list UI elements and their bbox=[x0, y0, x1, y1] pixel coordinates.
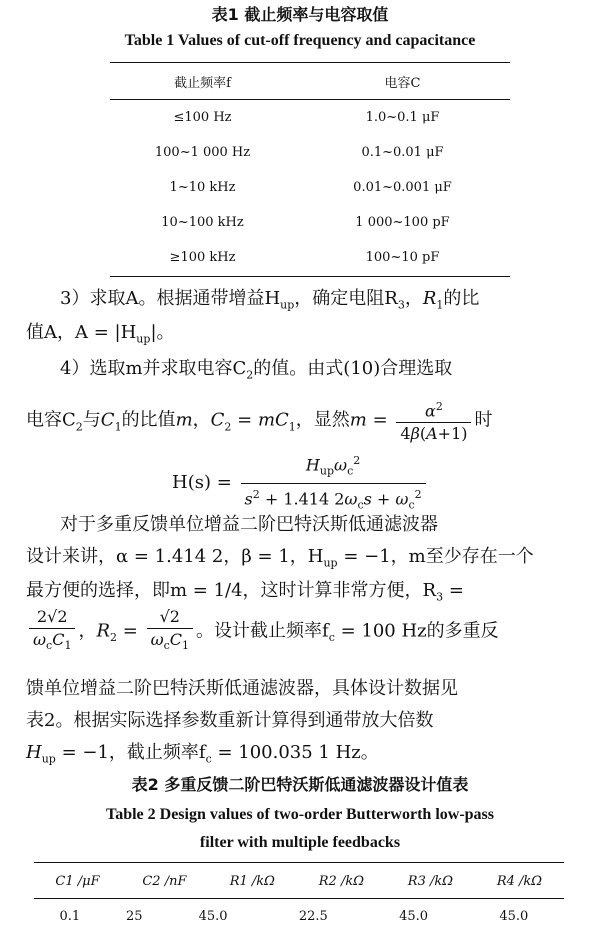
table-row bbox=[110, 170, 510, 205]
table2-caption-en-line2: filter with multiple feedbacks bbox=[199, 834, 401, 851]
text-run: 4）选取m并求取电容C bbox=[60, 358, 247, 379]
formula-fraction-r2: $\frac{√2}{\omega_cC_1}$ bbox=[147, 606, 193, 657]
paragraph-step3-line2: 值A，$A = |H_{up}|$。 bbox=[26, 322, 175, 346]
table-cell: 100~10 pF bbox=[365, 250, 440, 265]
table-cell: 25 bbox=[126, 908, 143, 924]
table2-header-cell: R3 /kΩ bbox=[407, 873, 454, 889]
table-cell: ≤100 Hz bbox=[173, 110, 232, 125]
text-run: = 100.035 1 Hz。 bbox=[211, 742, 379, 763]
text-run: 最方便的选择，即m = 1/4，这时计算非常方便，R bbox=[26, 580, 437, 601]
text-run: 。设计截止频率f bbox=[196, 620, 329, 642]
paragraph-design-line5: 馈单位增益二阶巴特沃斯低通滤波器，具体设计数据见 bbox=[26, 678, 458, 699]
table-row bbox=[110, 100, 510, 135]
table2-header-row bbox=[34, 864, 564, 898]
table1-caption-zh: 表1 截止频率与电容取值 bbox=[211, 5, 389, 24]
formula-lhs: H(s) = bbox=[172, 472, 232, 494]
paragraph-design-line3: 最方便的选择，即m = 1/4，这时计算非常方便，$R_3$ = bbox=[26, 580, 464, 604]
table-cell: 0.01~0.001 μF bbox=[353, 180, 452, 195]
table2-header-cell: R1 /kΩ bbox=[229, 873, 275, 889]
table2 bbox=[34, 864, 564, 898]
text-run: = −1，m至少存在一个 bbox=[337, 546, 534, 567]
table-row bbox=[110, 205, 510, 240]
table-cell: 100~1 000 Hz bbox=[154, 145, 251, 160]
table1-top-rule bbox=[110, 62, 510, 63]
formula-fraction-hs: $\frac{H_{up}\omega_c^2}{s^2 + 1.414 2\omega_cs + \omega_c^2}$ bbox=[241, 450, 426, 516]
paragraph-design-line1: 对于多重反馈单位增益二阶巴特沃斯低通滤波器 bbox=[60, 514, 438, 535]
paragraph-design-line6: 表2。根据实际选择参数重新计算得到通带放大倍数 bbox=[26, 710, 434, 731]
table1-header-cell: 电容C bbox=[384, 76, 421, 91]
table2-header-cell: R4 /kΩ bbox=[496, 873, 543, 889]
text-run: 电容C bbox=[26, 409, 76, 431]
table-cell: 45.0 bbox=[399, 908, 429, 924]
text-run: 值A，A = |H bbox=[26, 322, 137, 343]
table1-header-cell: 截止频率f bbox=[174, 76, 231, 91]
formula-fraction-r3: $\frac{2√2}{\omega_cC_1}$ bbox=[29, 606, 75, 657]
formula-fraction-m: $\frac{\alpha^2}{4\beta(A+1)}$ bbox=[396, 396, 471, 445]
table1 bbox=[110, 64, 510, 99]
table-cell: 1 000~100 pF bbox=[355, 215, 450, 230]
table-cell: 1.0~0.1 μF bbox=[365, 110, 440, 125]
text-run: ，确定电阻R bbox=[294, 288, 398, 309]
text-run: 3）求取A。根据通带增益H bbox=[60, 288, 281, 309]
table2-body bbox=[34, 899, 564, 933]
paragraph-step4-line2: 电容$C_2$与$C_1$的比值m，$C_2 = mC_1$，显然m = $\frac{\alpha^2}{4\beta(A+1)}$ 时 bbox=[26, 396, 586, 445]
table-cell: 45.0 bbox=[499, 908, 529, 924]
table-cell: ≥100 kHz bbox=[169, 250, 236, 265]
table2-caption-en-line1: Table 2 Design values of two-order Butterworth low-pass bbox=[106, 806, 494, 823]
paragraph-step3-line1: 3）求取A。根据通带增益$H_{up}$，确定电阻$R_3$，$R_1$的比 bbox=[60, 288, 480, 312]
table2-caption-zh: 表2 多重反馈二阶巴特沃斯低通滤波器设计值表 bbox=[131, 775, 469, 794]
text-run: = 100 Hz的多重反 bbox=[334, 620, 499, 642]
paragraph-design-line2: 设计来讲，α = 1.414 2，β = 1，$H_{up} = -1$，m至少存在一个 bbox=[26, 546, 534, 570]
table-cell: 0.1~0.01 μF bbox=[361, 145, 444, 160]
table2-header-cell: C2 /nF bbox=[142, 873, 187, 889]
text-run: 的值。由式(10)合理选取 bbox=[253, 358, 453, 379]
table-cell: 1~10 kHz bbox=[169, 180, 236, 195]
paragraph-design-line7: $H_{up} = -1$，截止频率$f_c = 100.035$ 1 Hz。 bbox=[26, 742, 379, 766]
table1-header-row bbox=[110, 64, 510, 99]
table-cell: 0.1 bbox=[59, 908, 81, 924]
table1-caption-en: Table 1 Values of cut-off frequency and capacitance bbox=[124, 32, 476, 49]
formula-transfer-function bbox=[172, 450, 600, 516]
table-row bbox=[34, 899, 564, 933]
table-cell: 10~100 kHz bbox=[161, 215, 244, 230]
table2-top-rule bbox=[34, 862, 564, 863]
paragraph-design-line4: $\frac{2√2}{\omega_cC_1}$ ，$R_2$ = $\frac{√2}{\omega_cC_1}$ 。设计截止频率$f_c = 100$ Hz的多重反 bbox=[26, 606, 586, 657]
table2-header-cell: C1 /μF bbox=[55, 873, 100, 889]
text-run: = −1，截止频率f bbox=[55, 742, 206, 763]
paragraph-step4-line1: 4）选取m并求取电容$C_2$的值。由式(10)合理选取 bbox=[60, 358, 453, 382]
text-run: 设计来讲，α = 1.414 2，β = 1，H bbox=[26, 546, 324, 567]
table-row bbox=[110, 135, 510, 170]
table-cell: 45.0 bbox=[198, 908, 228, 924]
table2-header-cell: R2 /kΩ bbox=[318, 873, 364, 889]
table-cell: 22.5 bbox=[298, 908, 328, 924]
table1-body bbox=[110, 100, 510, 275]
table-row bbox=[110, 240, 510, 275]
table1-bottom-rule bbox=[110, 276, 510, 277]
